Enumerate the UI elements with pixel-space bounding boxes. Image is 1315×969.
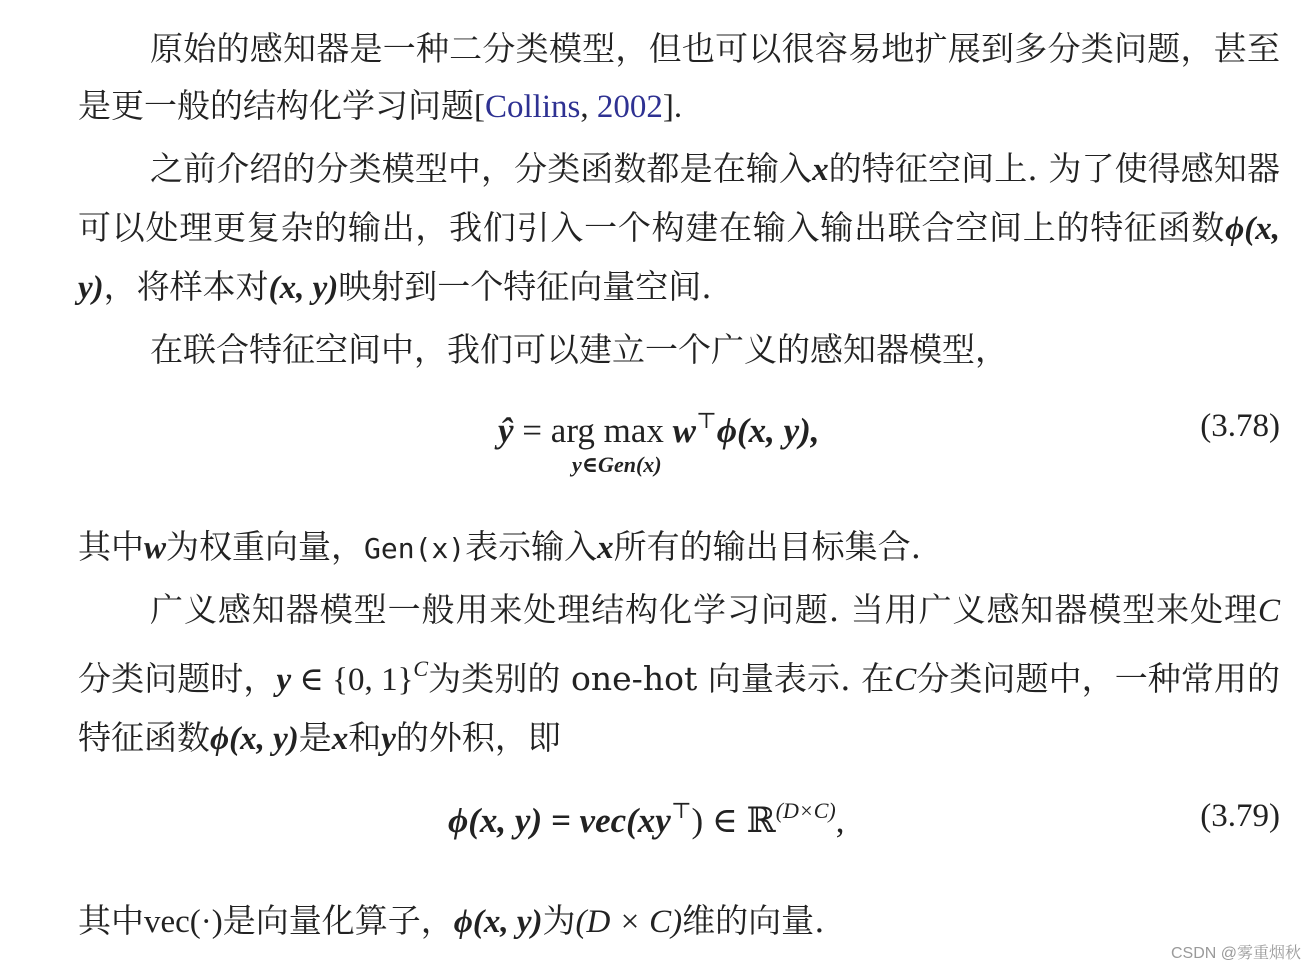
para2-text-3: ，将样本对 [103,267,269,306]
citation-author-link[interactable]: Collins [485,89,581,125]
phi-xy: ϕ(x, y) [78,211,1280,306]
citation-year-link[interactable]: 2002 [596,89,663,125]
citation-close: ]. [662,89,683,125]
eq1-argmax: arg max [550,411,673,450]
citation-open: [ [474,89,485,125]
equation-3-78-body: ŷ = arg max w⊤ϕ(x, y), y∈Gen(x) [498,408,820,477]
var-x: x [597,530,614,566]
document-page [78,20,1280,955]
equation-number-3-78: (3.78) [1200,408,1280,444]
paragraph-multiclass-intro: 原始的感知器是一种二分类模型，但也可以很容易地扩展到多分类问题，甚至是更一般的结构化学习问题[Collins, 2002]. [78,29,1280,125]
equation-3-79-body: ϕ(x, y) = vec(xy⊤) ∈ ℝ$^{(D\times C)}$, [448,798,845,840]
var-C: C [894,662,917,698]
paragraph-feature-function [78,140,1280,317]
var-w: w [144,530,167,566]
phi-xy: ϕ(x, y) [453,904,543,940]
paragraph-generalized-perceptron [78,321,1280,378]
var-x: x [331,721,349,757]
para2-text-2: 的特征空间上. 为了使得感知器可以处理更复杂的输出，我们引入一个构建在输入输出联合空间上的特征函数 [78,149,1281,247]
gen-x: Gen(x) [364,532,466,565]
equation-3-78 [78,392,1280,504]
watermark: CSDN @雾重烟秋 [1170,945,1301,962]
eq2-lhs: ϕ(x, y) = vec(xy [448,801,671,840]
eq1-lhs: ŷ [498,411,514,450]
eq1-rhs: ϕ(x, y), [716,411,820,450]
equation-number-3-79: (3.79) [1200,798,1280,834]
eq1-subscript: y∈Gen(x) [572,452,662,477]
vec-operator: vec(·) [144,904,223,940]
paragraph-weight-vector: 其中w为权重向量，Gen(x)表示输入x所有的输出目标集合. [78,527,922,566]
para1-text: 原始的感知器是一种二分类模型，但也可以很容易地扩展到多分类问题，甚至是更一般的结构化学习问题 [78,29,1280,125]
para2-text-1: 之前介绍的分类模型中，分类函数都是在输入 [150,149,813,188]
var-y: y [381,721,396,757]
eq1-w: w [672,411,696,450]
var-C: C [1257,593,1280,629]
paragraph-one-hot: 广义感知器模型一般用来处理结构化学习问题. 当用广义感知器模型来处理C分类问题时，y ∈ {0, 1}$^C$为类别的 one-hot 向量表示. 在C分类问题中，一种常用的特征函数ϕ(x, y)是x和y的外积，即 [78,590,1280,757]
paragraph-vectorization: 其中vec(·)是向量化算子，ϕ(x, y)为(D × C)维的向量. [78,901,825,940]
phi-xy: ϕ(x, y) [210,721,299,757]
equation-3-79 [78,782,1280,878]
para3-text: 在联合特征空间中，我们可以建立一个广义的感知器模型， [150,330,1008,369]
dimension: (D × C) [575,904,683,940]
para2-text-4: 映射到一个特征向量空间. [338,267,712,306]
var-x: x [812,152,829,188]
pair-xy: (x, y) [268,270,339,306]
var-y: y [276,662,292,698]
